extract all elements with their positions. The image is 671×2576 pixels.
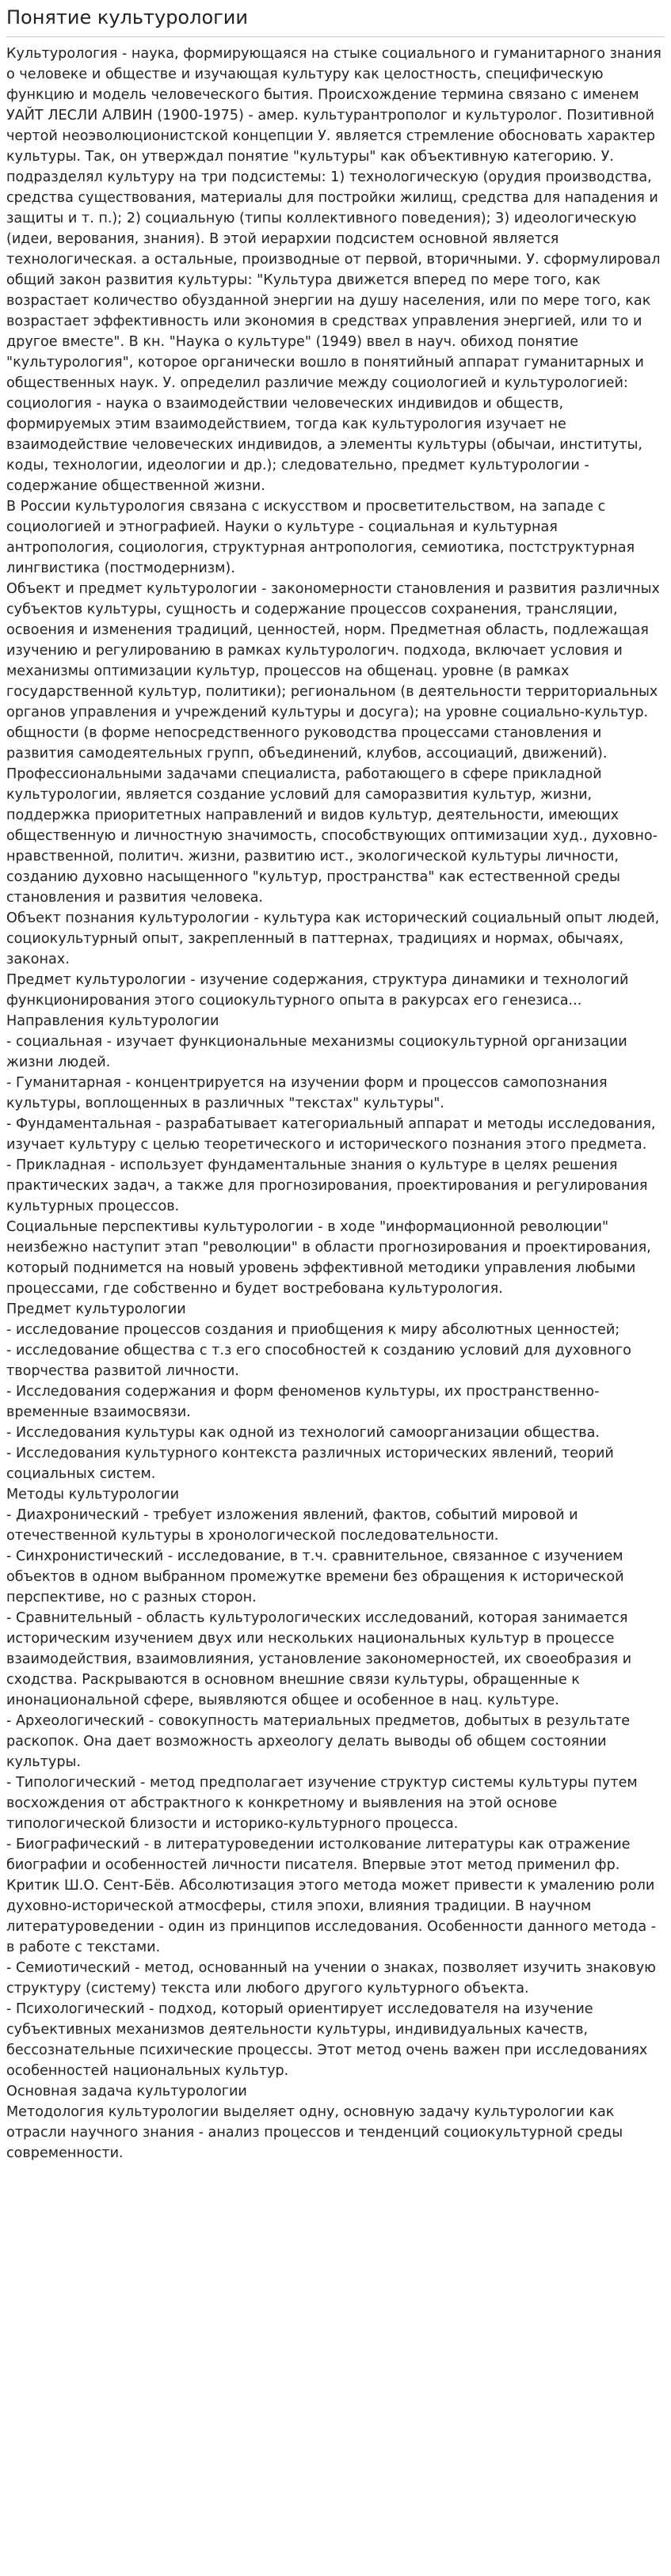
- list-item: - Прикладная - использует фундаментальные знания о культуре в целях решения практических задач, а также для прогнозирования, проектирования и регулирования культурных процессов.: [6, 1157, 648, 1214]
- section-heading: Методы культурологии: [6, 1487, 180, 1503]
- list-item: - Гуманитарная - концентрируется на изучении форм и процессов самопознания культуры, воплощенных в различных "текстах" культуры".: [6, 1075, 608, 1111]
- paragraph: Методология культурологии выделяет одну, основную задачу культурологии как отрасли научного знания - анализ процессов и тенденций социокультурной среды современности.: [6, 2104, 623, 2161]
- list-item: - исследование процессов создания и приобщения к миру абсолютных ценностей;: [6, 1322, 620, 1338]
- paragraph: Предмет культурологии - изучение содержания, структура динамики и технологий функционирования этого социокультурного опыта в ракурсах его генезиса...: [6, 972, 629, 1009]
- article-body: [6, 44, 665, 2164]
- list-item: - Типологический - метод предполагает изучение структур системы культуры путем восхождения от абстрактного к конкретному и выявления на этой основе типологической близости и историко-культурного процесса.: [6, 1775, 638, 1832]
- section-heading: Основная задача культурологии: [6, 2084, 247, 2099]
- paragraph: Социальные перспективы культурологии - в ходе "информационной революции" неизбежно наступит этап "революции" в области прогнозирования и проектирования, который поднимется на новый уровень эффективной методики управления любыми процессами, где собственно и будет востребована культурология.: [6, 1219, 651, 1297]
- list-item: - Семиотический - метод, основанный на учении о знаках, позволяет изучить знаковую структуру (систему) текста или любого другого культурного объекта.: [6, 1960, 656, 1997]
- list-item: - Биографический - в литературоведении истолкование литературы как отражение биографии и особенностей личности писателя. Впервые этот метод применил фр. Критик Ш.О. Сент-Бёв. Абсолютизация этого метода может привести к умалению роли духовно-исторической атмосферы, стиля эпохи, влияния традиции. В научном литературоведении - один из принципов исследования. Особенности данного метода - в работе с текстами.: [6, 1837, 657, 1955]
- list-item: - исследование общества с т.з его способностей к созданию условий для духовного творчества развитой личности.: [6, 1343, 631, 1379]
- list-item: - Исследования культурного контекста различных исторических явлений, теорий социальных систем.: [6, 1446, 614, 1482]
- paragraph: В России культурология связана с искусством и просветительством, на западе с социологией и этнографией. Науки о культуре - социальная и культурная антропология, социология, структурная антропология, семиотика, постструктурная лингвистика (постмодернизм).: [6, 499, 635, 576]
- list-item: - Синхронистический - исследование, в т.ч. сравнительное, связанное с изучением объектов в одном выбранном промежутке времени без обращения к исторической перспективе, но с разных сторон.: [6, 1548, 624, 1605]
- paragraph: Культурология - наука, формирующаяся на стыке социального и гуманитарного знания о человеке и обществе и изучающая культуру как целостность, специфическую функцию и модель человеческого бытия. Происхождение термина связано с именем: [6, 46, 661, 103]
- list-item: - Сравнительный - область культурологических исследований, которая занимается историческим изучением двух или нескольких национальных культур в процессе взаимодействия, взаимовлияния, установление закономерностей, их своеобразия и сходства. Раскрываются в основном внешние связи культуры, обращенные к инонациональной сфере, выявляются общее и особенное в нац. культуре.: [6, 1610, 632, 1708]
- paragraph: УАЙТ ЛЕСЛИ АЛВИН (1900-1975) - амер. культурантрополог и культуролог. Позитивной чертой неоэволюционистской концепции У. является стремление обосновать характер культуры. Так, он утверждал понятие "культуры" как объективную категорию. У. подразделял культуру на три подсистемы: 1) технологическую (орудия производства, средства существования, материалы для постройки жилищ, средства для нападения и защиты и т. п.); 2) социальную (типы коллективного поведения); 3) идеологическую (идеи, верования, знания). В этой иерархии подсистем основной является технологическая. а остальные, производные от первой, вторичными. У. сформулировал общий закон развития культуры: "Культура движется вперед по мере того, как возрастает количество обузданной энергии на душу населения, или по мере того, как возрастает эффективность или экономия в средствах управления энергией, или то и другое вместе". В кн. "Наука о культуре" (1949) ввел в науч. обиход понятие "культурология", которое органически вошло в понятийный аппарат гуманитарных и общественных наук. У. определил различие между социологией и культурологией: социология - наука о взаимодействии человеческих индивидов и обществ, формируемых этим взаимодействием, тогда как культурология изучает не взаимодействие человеческих индивидов, а элементы культуры (обычаи, институты, коды, технологии, идеологии и др.); следовательно, предмет культурологии - содержание общественной жизни.: [6, 108, 661, 494]
- list-item: - Диахронический - требует изложения явлений, фактов, событий мировой и отечественной культуры в хронологической последовательности.: [6, 1507, 578, 1544]
- paragraph: Объект и предмет культурологии - закономерности становления и развития различных субъектов культуры, сущность и содержание процессов сохранения, трансляции, освоения и изменения традиций, ценностей, норм. Предметная область, подлежащая изучению и регулированию в рамках культурологич. подхода, включает условия и механизмы оптимизации культур, процессов на общенац. уровне (в рамках государственной культур, политики); региональном (в деятельности территориальных органов управления и учреждений культуры и досуга); на уровне социально-культур. общности (в форме непосредственного руководства процессами становления и развития самодеятельных групп, объединений, клубов, ассоциаций, движений). Профессиональными задачами специалиста, работающего в сфере прикладной культурологии, является создание условий для саморазвития культур, жизни, поддержка приоритетных направлений и видов культур, деятельности, имеющих общественную и личностную значимость, способствующих оптимизации худ., духовно-нравственной, политич. жизни, развитию ист., экологической культуры личности, созданию духовно насыщенного "культур, пространства" как естественной среды становления и развития человека.: [6, 581, 660, 906]
- page-title: Понятие культурологии: [6, 5, 665, 37]
- list-item: - социальная - изучает функциональные механизмы социокультурной организации жизни людей.: [6, 1034, 627, 1070]
- list-item: - Археологический - совокупность материальных предметов, добытых в результате раскопок. Она дает возможность археологу делать выводы об общем состоянии культуры.: [6, 1713, 631, 1770]
- section-heading: Направления культурологии: [6, 1013, 219, 1029]
- list-item: - Исследования содержания и форм феноменов культуры, их пространственно-временные взаимосвязи.: [6, 1384, 600, 1420]
- list-item: - Фундаментальная - разрабатывает категориальный аппарат и методы исследования, изучает культуру с целью теоретического и исторического познания этого предмета.: [6, 1116, 656, 1153]
- section-heading: Предмет культурологии: [6, 1301, 186, 1317]
- list-item: - Исследования культуры как одной из технологий самоорганизации общества.: [6, 1425, 600, 1441]
- list-item: - Психологический - подход, который ориентирует исследователя на изучение субъективных механизмов деятельности культуры, индивидуальных качеств, бессознательные психические процессы. Этот метод очень важен при исследованиях особенностей национальных культур.: [6, 2001, 648, 2079]
- paragraph: Объект познания культурологии - культура как исторический социальный опыт людей, социокультурный опыт, закрепленный в паттернах, традициях и нормах, обычаях, законах.: [6, 910, 660, 967]
